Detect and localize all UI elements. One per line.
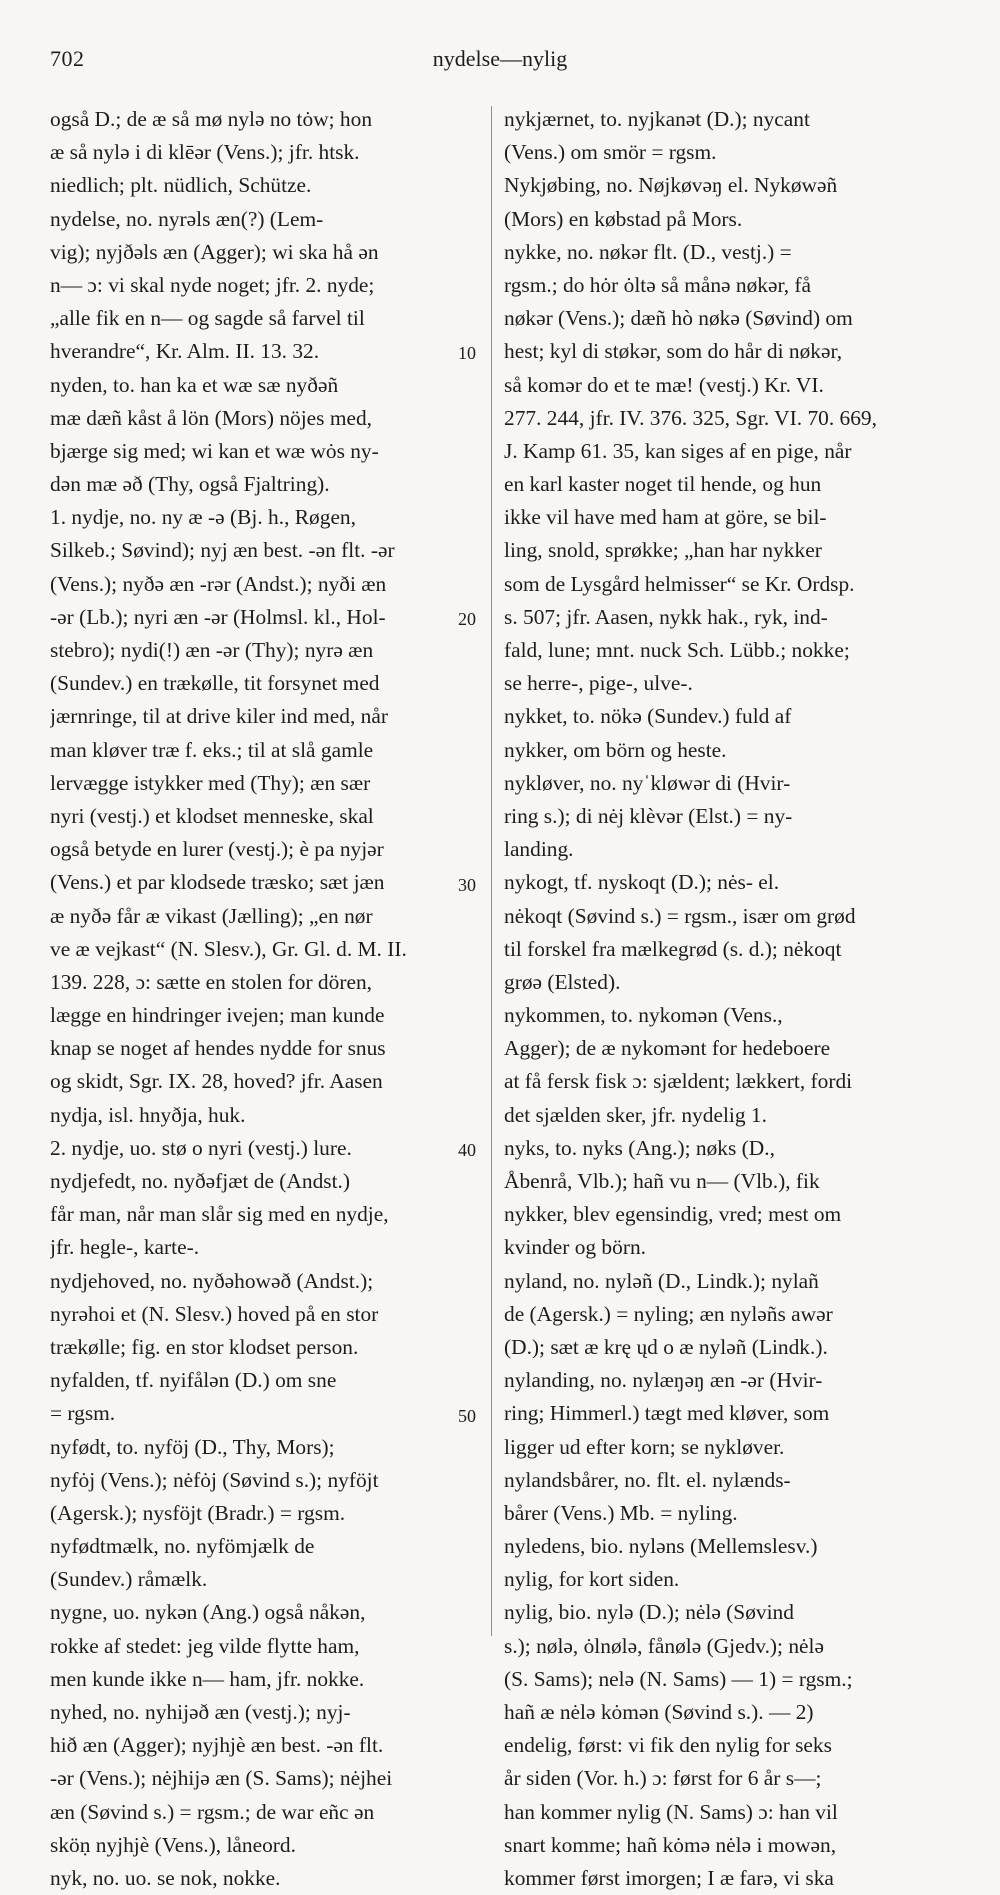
text-line: jfr. hegle-, karte-. [50,1235,200,1260]
text-line: æ nyðə får æ vikast (Jælling); „en nør [50,903,373,928]
text-line: ligger ud efter korn; se nykløver. [504,1434,785,1459]
text-line: nydja, isl. hnyðja, huk. [50,1102,246,1127]
text-line: ring s.); di nėj klèvər (Elst.) = ny- [504,803,793,828]
text-line: J. Kamp 61. 35, kan siges af en pige, når [504,438,852,463]
text-line: får man, når man slår sig med en nydje, [50,1202,389,1227]
text-line: nyhed, no. nyhijəð æn (vestj.); nyj- [50,1700,351,1724]
page-number: 702 [50,46,85,71]
text-line: landing. [504,837,574,862]
text-line: rgsm.; do hȯr ȯltə så månə nøkər, få [504,272,812,297]
text-line: det sjælden sker, jfr. nydelig 1. [504,1102,767,1127]
text-line: rokke af stedet: jeg vilde flytte ham, [50,1633,360,1658]
text-line: æn (Søvind s.) = rgsm.; de war eñc ən [50,1799,375,1824]
text-line: han kommer nylig (N. Sams) ɔ: han vil [504,1799,838,1824]
text-line: nylig, for kort siden. [504,1567,680,1592]
text-line: nylandsbårer, no. flt. el. nylænds- [504,1467,791,1492]
text-line: trækølle; fig. en stor klodset person. [50,1334,359,1359]
text-line: dən mæ əð (Thy, også Fjaltring). [50,472,330,497]
text-line: nyfȯj (Vens.); nėfȯj (Søvind s.); nyföjt [50,1467,379,1492]
text-line: så komər do et te mæ! (vestj.) Kr. VI. [504,372,824,397]
text-line: Agger); de æ nykomənt for hedeboere [504,1036,831,1061]
text-line: -ər (Lb.); nyri æn -ər (Holmsl. kl., Hol- [50,604,386,629]
text-line: (Vens.); nyðə æn -rər (Andst.); nyði æn [50,571,387,596]
text-line: jærnringe, til at drive kiler ind med, når [50,704,388,729]
left-column [50,103,483,1895]
text-line: som de Lysgård helmisser“ se Kr. Ordsp. [504,571,855,596]
text-line: snart komme; hañ kȯmə nėlə i mowən, [504,1832,837,1857]
text-line: nyden, to. han ka et wæ sæ nyðəñ [50,372,339,397]
text-line: nykker, om börn og heste. [504,737,727,762]
text-line: stebro); nydi(!) æn -ər (Thy); nyrə æn [50,638,374,662]
text-line: nyks, to. nyks (Ang.); nøks (D., [504,1135,775,1160]
text-line: nylig, bio. nylə (D.); nėlə (Søvind [504,1600,794,1625]
text-line: fald, lune; mnt. nuck Sch. Lübb.; nokke; [504,638,850,662]
line-number-marker: 30 [458,875,476,895]
text-line: hverandre“, Kr. Alm. II. 13. 32. [50,339,320,364]
text-line: at få fersk fisk ɔ: sjældent; lækkert, fordi [504,1069,853,1094]
text-line: nykogt, tf. nyskoqt (D.); nės- el. [504,870,780,895]
text-line: sköṇ nyjhjè (Vens.), låneord. [50,1832,296,1857]
text-line: (Vens.) et par klodsede træsko; sæt jæn [50,870,385,895]
text-line: også D.; de æ så mø nylə no tȯw; hon [50,107,373,131]
text-line: ring; Himmerl.) tægt med kløver, som [504,1401,830,1426]
text-line: Nykjøbing, no. Nøjkøvəŋ el. Nykøwəñ [504,173,838,198]
right-column [504,103,940,1895]
text-line: nyfødtmælk, no. nyfömjælk de [50,1534,315,1559]
text-line: „alle fik en n— og sagde så farvel til [50,306,365,331]
text-line: nyri (vestj.) et klodset menneske, skal [50,803,374,828]
text-line: nyfødt, to. nyföj (D., Thy, Mors); [50,1434,335,1459]
text-line: hest; kyl di støkər, som do hår di nøkər, [504,339,843,364]
line-number-marker: 10 [458,343,476,363]
text-line: 139. 228, ɔ: sætte en stolen for dören, [50,969,372,994]
text-line: 2. nydje, uo. stø o nyri (vestj.) lure. [50,1135,352,1160]
text-line: Åbenrå, Vlb.); hañ vu n— (Vlb.), fik [504,1169,820,1193]
text-line: (Vens.) om smör = rgsm. [504,140,717,165]
text-line: s. 507; jfr. Aasen, nykk hak., ryk, ind- [504,604,828,629]
text-line: hañ æ nėlə kȯmən (Søvind s.). — 2) [504,1700,814,1724]
text-line: niedlich; plt. nüdlich, Schütze. [50,173,312,198]
text-line: = rgsm. [50,1401,116,1426]
text-line: (D.); sæt æ krę ųd o æ nyləñ (Lindk.). [504,1334,828,1359]
column-rule [491,106,492,1636]
text-line: nyland, no. nyləñ (D., Lindk.); nylañ [504,1268,819,1293]
text-line: nykommen, to. nykomən (Vens., [504,1003,783,1028]
text-line: (Agersk.); nysföjt (Bradr.) = rgsm. [50,1500,346,1525]
text-line: ve æ vejkast“ (N. Slesv.), Gr. Gl. d. M. II. [50,936,407,961]
text-line: mæ dæñ kåst å lön (Mors) nöjes med, [50,405,373,430]
text-line: ling, snold, sprøkke; „han har nykker [504,538,822,563]
text-line: (S. Sams); nelə (N. Sams) — 1) = rgsm.; [504,1666,853,1691]
text-line: lervægge istykker med (Thy); æn sær [50,770,371,795]
text-line: nykker, blev egensindig, vred; mest om [504,1202,842,1227]
text-line: kommer først imorgen; I æ farə, vi ska [504,1865,834,1890]
text-line: 277. 244, jfr. IV. 376. 325, Sgr. VI. 70. 669, [504,405,877,430]
line-number-marker: 40 [458,1140,476,1160]
line-number-marker: 20 [458,609,476,629]
text-line: nykløver, no. nyˈkløwər di (Hvir- [504,770,791,795]
text-line: grøə (Elsted). [504,969,621,994]
text-line: 1. nydje, no. ny æ -ə (Bj. h., Røgen, [50,505,356,530]
text-line: hið æn (Agger); nyjhjè æn best. -ən flt. [50,1733,384,1758]
text-line: til forskel fra mælkegrød (s. d.); nėkoqt [504,936,842,961]
text-line: ikke vil have med ham at göre, se bil- [504,505,827,530]
text-line: bårer (Vens.) Mb. = nyling. [504,1500,738,1525]
text-line: kvinder og börn. [504,1235,646,1260]
text-line: nyfalden, tf. nyifålən (D.) om sne [50,1368,337,1393]
text-line: (Sundev.) en trækølle, tit forsynet med [50,671,380,696]
text-line: nykjærnet, to. nyjkanət (D.); nycant [504,107,810,131]
text-line: n— ɔ: vi skal nyde noget; jfr. 2. nyde; [50,272,375,297]
line-number-marker: 50 [458,1406,476,1426]
text-line: nyledens, bio. nyləns (Mellemslesv.) [504,1534,818,1559]
text-line: år siden (Vor. h.) ɔ: først for 6 år s—; [504,1766,822,1791]
text-line: nydjefedt, no. nyðəfjæt de (Andst.) [50,1169,351,1193]
text-line: nyk, no. uo. se nok, nokke. [50,1865,281,1890]
text-line: nydjehoved, no. nyðəhowəð (Andst.); [50,1268,374,1293]
text-line: nøkər (Vens.); dæñ hò nøkə (Søvind) om [504,306,853,331]
text-line: nydelse, no. nyrəls æn(?) (Lem- [50,206,324,231]
text-line: og skidt, Sgr. IX. 28, hoved? jfr. Aasen [50,1069,383,1094]
text-line: man kløver træ f. eks.; til at slå gamle [50,737,374,762]
text-line: men kunde ikke n— ham, jfr. nokke. [50,1666,365,1691]
text-line: -ər (Vens.); nėjhijə æn (S. Sams); nėjhei [50,1766,393,1791]
text-line: nykket, to. nökə (Sundev.) fuld af [504,704,792,729]
text-line: lægge en hindringer ivejen; man kunde [50,1003,385,1028]
text-line: knap se noget af hendes nydde for snus [50,1036,386,1061]
text-line: (Mors) en købstad på Mors. [504,206,743,231]
text-line: Silkeb.; Søvind); nyj æn best. -ən flt. -ər [50,538,395,563]
text-line: nėkoqt (Søvind s.) = rgsm., især om grød [504,903,856,928]
text-line: vig); nyjðəls æn (Agger); wi ska hå ən [50,239,379,264]
text-line: de (Agersk.) = nyling; æn nyləñs awər [504,1301,833,1326]
text-line: bjærge sig med; wi kan et wæ wȯs ny- [50,438,379,463]
text-line: også betyde en lurer (vestj.); è pa nyjər [50,837,384,862]
running-head: nydelse—nylig [432,46,568,71]
text-line: nykke, no. nøkər flt. (D., vestj.) = [504,239,792,264]
text-line: nylanding, no. nylæŋəŋ æn -ər (Hvir- [504,1368,823,1393]
text-line: (Sundev.) råmælk. [50,1567,208,1592]
text-line: æ så nylə i di klēər (Vens.); jfr. htsk. [50,140,360,165]
text-line: endelig, først: vi fik den nylig for seks [504,1733,832,1758]
text-line: nygne, uo. nykən (Ang.) også nåkən, [50,1600,366,1625]
text-line: s.); nølə, ȯlnølə, fånølə (Gjedv.); nėlə [504,1633,824,1658]
text-line: se herre-, pige-, ulve-. [504,671,693,696]
text-line: en karl kaster noget til hende, og hun [504,472,822,497]
text-line: nyrəhoi et (N. Slesv.) hoved på en stor [50,1301,379,1326]
